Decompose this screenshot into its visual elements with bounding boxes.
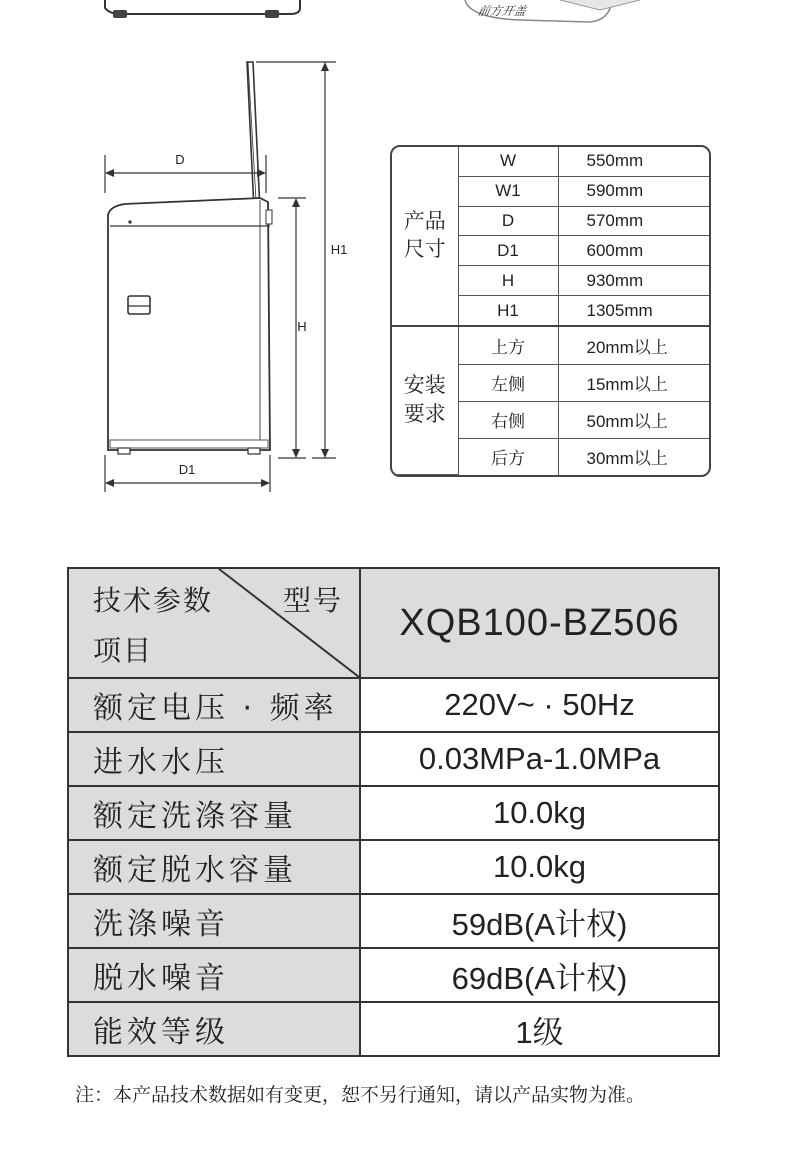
- size-key: H1: [458, 296, 558, 327]
- header-model-label: 型号: [282, 584, 343, 617]
- size-install-table: [390, 145, 711, 477]
- install-key: 右侧: [458, 401, 558, 438]
- spec-label: 额定电压 · 频率: [68, 678, 360, 732]
- spec-value: 59dB(A计权): [360, 894, 719, 948]
- disclaimer-note: 注：本产品技术数据如有变更，恕不另行通知，请以产品实物为准。: [75, 1084, 646, 1106]
- spec-label: 能效等级: [68, 1002, 360, 1056]
- spec-label: 进水水压: [68, 732, 360, 786]
- group-title-product-size: 产品 尺寸: [392, 147, 458, 326]
- cropped-product-illustrations: [0, 0, 790, 30]
- spec-label: 洗涤噪音: [68, 894, 360, 948]
- spec-row: [68, 678, 719, 732]
- spec-label: 额定脱水容量: [68, 840, 360, 894]
- spec-row: [68, 1002, 719, 1056]
- dim-label-d: D: [175, 152, 185, 167]
- size-value: 570mm: [558, 206, 709, 236]
- install-row: [392, 326, 709, 364]
- spec-value: 0.03MPa-1.0MPa: [360, 732, 719, 786]
- spec-value: 69dB(A计权): [360, 948, 719, 1002]
- group-title-install-requirements: 安装 要求: [392, 326, 458, 474]
- spec-value: 10.0kg: [360, 786, 719, 840]
- size-key: D: [458, 206, 558, 236]
- size-row: [392, 147, 709, 176]
- install-key: 后方: [458, 438, 558, 474]
- spec-header-row: [68, 568, 719, 678]
- dim-label-h: H: [297, 319, 307, 334]
- spec-value: 1级: [360, 1002, 719, 1056]
- size-value: 590mm: [558, 176, 709, 206]
- install-key: 左侧: [458, 364, 558, 401]
- spec-row: [68, 786, 719, 840]
- size-value: 550mm: [558, 147, 709, 176]
- size-value: 1305mm: [558, 296, 709, 327]
- model-value: XQB100-BZ506: [360, 568, 719, 678]
- size-value: 930mm: [558, 266, 709, 296]
- spec-value: 220V~ · 50Hz: [360, 678, 719, 732]
- dim-label-d1: D1: [178, 462, 196, 477]
- size-key: W1: [458, 176, 558, 206]
- size-key: H: [458, 266, 558, 296]
- washer-body: [108, 198, 270, 450]
- size-value: 600mm: [558, 236, 709, 266]
- spec-row: [68, 840, 719, 894]
- install-value: 50mm以上: [558, 401, 709, 438]
- spec-row: [68, 894, 719, 948]
- tech-spec-table: [67, 567, 720, 1057]
- washer-dimension-drawing: [90, 50, 350, 500]
- spec-row: [68, 732, 719, 786]
- dim-label-h1: H1: [330, 242, 348, 257]
- spec-value: 10.0kg: [360, 840, 719, 894]
- spec-label: 额定洗涤容量: [68, 786, 360, 840]
- install-value: 30mm以上: [558, 438, 709, 474]
- install-value: 15mm以上: [558, 364, 709, 401]
- open-front-label: 前方开盖: [476, 4, 528, 18]
- spec-row: [68, 948, 719, 1002]
- header-param-label: 技术参数: [93, 584, 214, 617]
- install-key: 上方: [458, 326, 558, 364]
- detergent-drawer: [128, 296, 150, 314]
- size-key: W: [458, 147, 558, 176]
- top-illustration-strip: [0, 0, 790, 30]
- install-value: 20mm以上: [558, 326, 709, 364]
- header-item-label: 项目: [93, 634, 154, 667]
- spec-label: 脱水噪音: [68, 948, 360, 1002]
- spec-header-diagonal-cell: [68, 568, 360, 678]
- size-key: D1: [458, 236, 558, 266]
